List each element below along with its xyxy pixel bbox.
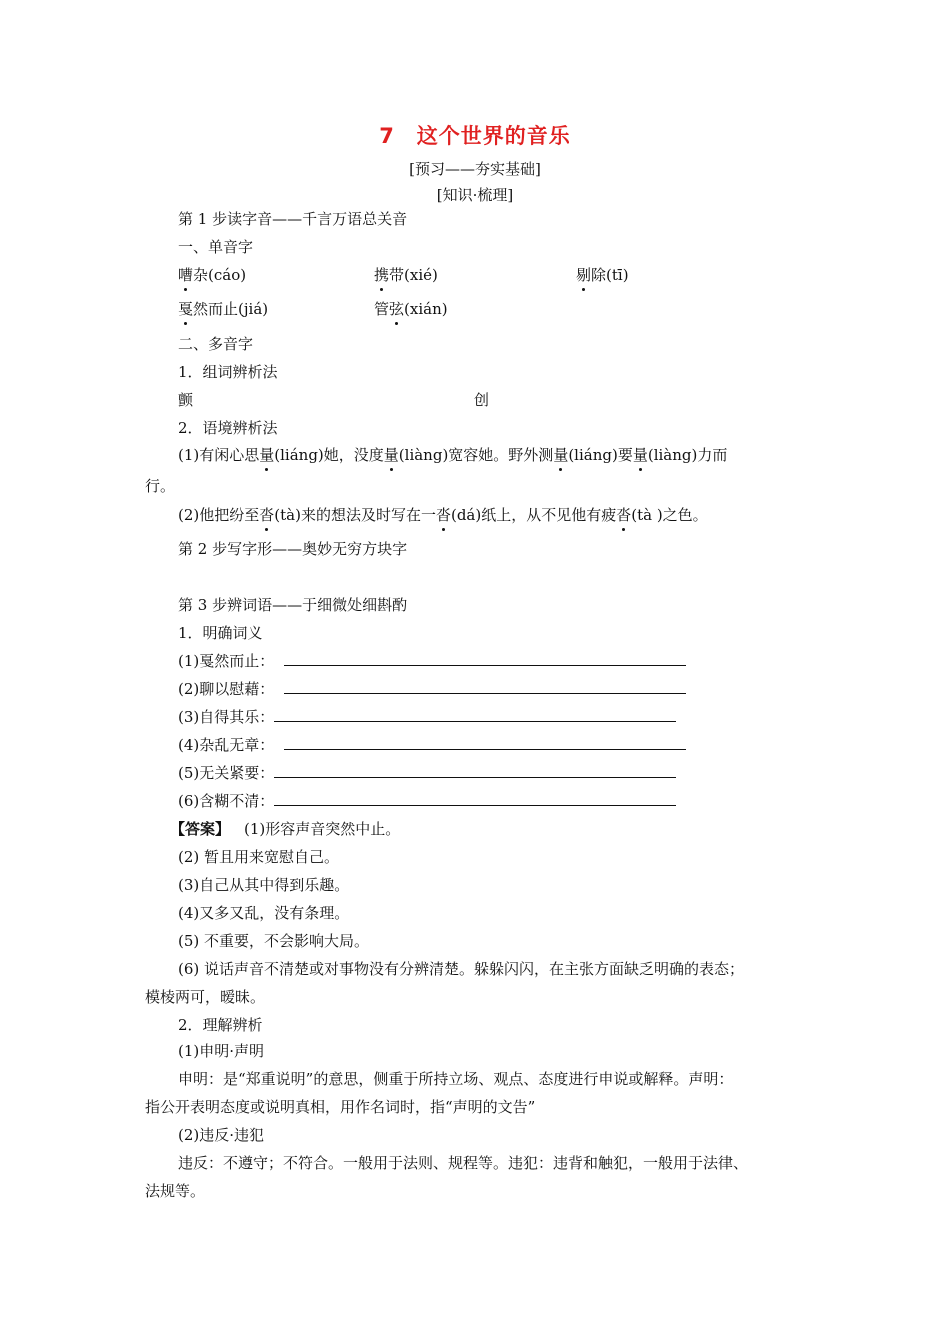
definition-row: (3)自得其乐： (178, 706, 676, 727)
context-sentence-1-cont: 行。 (145, 477, 176, 495)
definition-row: (4)杂乱无章： (178, 734, 686, 755)
answer-1: 【答案】 (1)形容声音突然中止。 (170, 820, 401, 838)
word-xian: 管弦(xián) (374, 300, 448, 318)
method1-title: 1．组词辨析法 (178, 363, 278, 381)
blank-line (274, 793, 676, 806)
page-title: 7 这个世界的音乐 (379, 124, 571, 148)
word-jia: 戛然而止(jiá) (178, 300, 269, 318)
pair-2-title: (2)违反·违犯 (178, 1126, 265, 1144)
answer-6-cont: 模棱两可，暧昧。 (145, 988, 266, 1006)
step1-heading: 第 1 步读字音——千言万语总关音 (178, 210, 408, 228)
definition-row: (5)无关紧要： (178, 762, 676, 783)
answer-2: (2) 暂且用来宽慰自己。 (178, 848, 340, 866)
context-sentence-2: (2)他把纷至沓(tà)来的想法及时写在一沓(dá)纸上，从不见他有疲沓(tà )之色。 (178, 506, 708, 524)
definition-row: (1)戛然而止： (178, 650, 686, 671)
pair-1-line-2: 指公开表明态度或说明真相，用作名词时，指“声明的文告” (145, 1098, 536, 1116)
method2-title: 2．语境辨析法 (178, 419, 278, 437)
multi-title: 二、多音字 (178, 335, 254, 353)
step2-heading: 第 2 步写字形——奥妙无穷方块字 (178, 540, 408, 558)
word-ti: 剔除(tī) (576, 266, 629, 284)
answer-6: (6) 说话声音不清楚或对事物没有分辨清楚。躲躲闪闪，在主张方面缺乏明确的表态； (178, 960, 745, 978)
analysis-title: 2．理解辨析 (178, 1016, 263, 1034)
word-xie: 携带(xié) (374, 266, 438, 284)
dotted-char: 携 (374, 266, 390, 284)
blank-line (274, 709, 676, 722)
word-cao: 嘈杂(cáo) (178, 266, 247, 284)
blank-line (284, 653, 686, 666)
definition-row: (2)聊以慰藉： (178, 678, 686, 699)
blank-line (284, 681, 686, 694)
pair-1-title: (1)申明·声明 (178, 1042, 265, 1060)
pair-1-line-1: 申明：是“郑重说明”的意思，侧重于所持立场、观点、态度进行申说或解释。声明： (178, 1070, 734, 1088)
single-title: 一、单音字 (178, 238, 254, 256)
context-sentence-1: (1)有闲心思量(liáng)她，没度量(liàng)宽容她。野外测量(liáng)要量(liàng)力而 (178, 446, 728, 464)
step3-heading: 第 3 步辨词语——于细微处细斟酌 (178, 596, 408, 614)
dotted-char: 剔 (576, 266, 592, 284)
char-chuang: 创 (474, 391, 490, 409)
definition-row: (6)含糊不清： (178, 790, 676, 811)
section-preview: [预习——夯实基础] (409, 160, 541, 178)
pair-2-line-1: 违反：不遵守；不符合。一般用于法则、规程等。违犯：违背和触犯，一般用于法律、 (178, 1154, 749, 1172)
answer-4: (4)又多又乱，没有条理。 (178, 904, 350, 922)
answer-label: 【答案】 (170, 820, 231, 838)
answer-3: (3)自己从其中得到乐趣。 (178, 876, 350, 894)
dotted-char: 弦 (389, 300, 405, 318)
dotted-char: 戛 (178, 300, 194, 318)
char-chan: 颤 (178, 391, 194, 409)
section-knowledge: [知识·梳理] (436, 186, 514, 204)
blank-line (274, 765, 676, 778)
answer-5: (5) 不重要，不会影响大局。 (178, 932, 370, 950)
blank-line (284, 737, 686, 750)
define-title: 1．明确词义 (178, 624, 263, 642)
dotted-char: 嘈 (178, 266, 194, 284)
pair-2-line-2: 法规等。 (145, 1182, 206, 1200)
